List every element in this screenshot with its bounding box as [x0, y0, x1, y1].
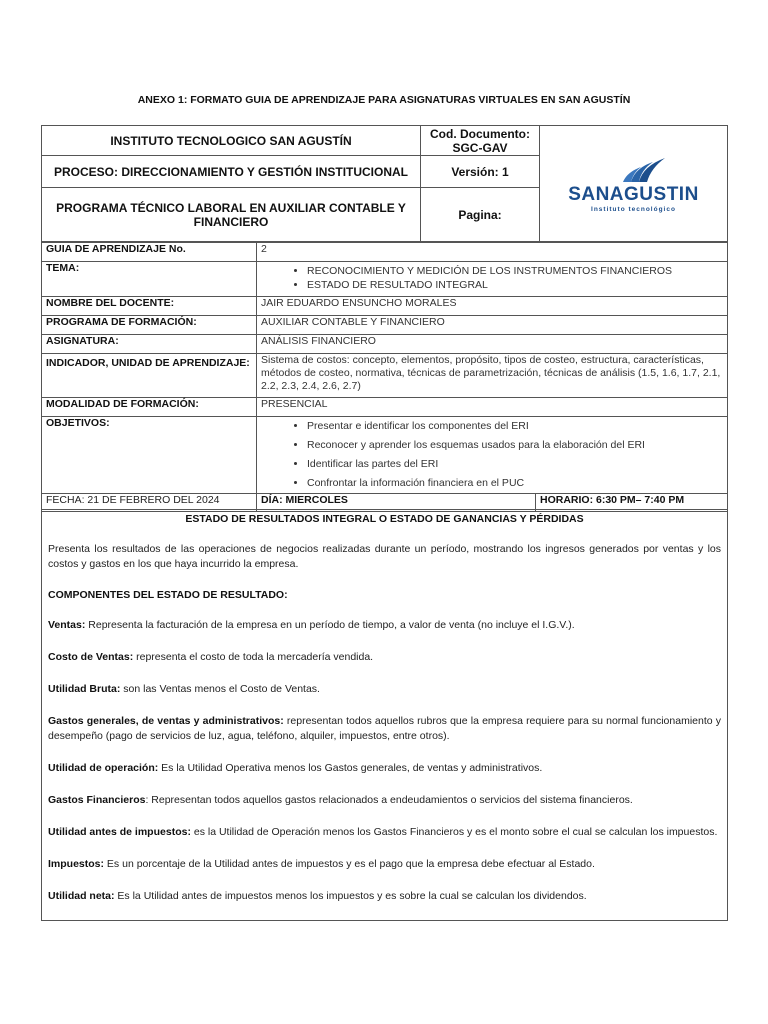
objective-item: • Confrontar la información financiera en el PUC	[307, 474, 723, 493]
objective-item: • Reconocer y aprender los esquemas usados para la elaboración del ERI	[307, 436, 723, 455]
indicator-value: Sistema de costos: concepto, elementos, propósito, tipos de costeo, estructura, características, métodos de costeo, normativa, técnicas de parametrización, técnicas de análisis (1.5, 1.6, 1.7, 2.1, 2.2, 2.3, 2.4, 2.6, 2.7)	[257, 354, 728, 398]
logo	[544, 154, 723, 213]
guide-label: GUIA DE APRENDIZAJE No.	[42, 243, 257, 262]
component-item	[48, 825, 721, 840]
component-text: Es la Utilidad Operativa menos los Gastos generales, de ventas y administrativos.	[158, 762, 543, 774]
component-text: Es la Utilidad antes de impuestos menos los impuestos y es sobre la cual se calculan los dividendos.	[114, 890, 587, 902]
component-text: Es un porcentaje de la Utilidad antes de impuestos y es el pago que la empresa debe efectuar al Estado.	[104, 858, 595, 870]
doc-code: Cod. Documento: SGC-GAV	[421, 126, 540, 156]
subject-value: ANÁLISIS FINANCIERO	[257, 335, 728, 354]
day-field: DÍA: MIERCOLES	[257, 494, 536, 512]
page-label: Pagina:	[421, 188, 540, 242]
program-value: AUXILIAR CONTABLE Y FINANCIERO	[257, 316, 728, 335]
logo-text: SANAGUSTIN	[568, 184, 699, 205]
component-term: Gastos Financieros	[48, 794, 146, 806]
topic-label: TEMA:	[42, 262, 257, 297]
logo-cell	[540, 126, 728, 242]
component-term: Utilidad de operación:	[48, 762, 159, 774]
teacher-label: NOMBRE DEL DOCENTE:	[42, 297, 257, 316]
component-item	[48, 714, 721, 744]
intro-paragraph: Presenta los resultados de las operaciones de negocios realizadas durante un período, mostrando los ingresos generados por ventas y los costos y gastos en los que haya incurrido la empresa.	[48, 543, 721, 570]
component-item	[48, 618, 721, 633]
component-item	[48, 650, 721, 665]
component-text: son las Ventas menos el Costo de Ventas.	[120, 683, 320, 695]
guide-value: 2	[257, 243, 728, 262]
component-term: Utilidad Bruta:	[48, 683, 121, 695]
component-item	[48, 793, 721, 808]
component-item	[48, 889, 721, 904]
component-text: representa el costo de toda la mercadería vendida.	[133, 651, 374, 663]
objectives-list	[261, 417, 723, 493]
header-table	[41, 125, 728, 242]
objective-item: • Identificar las partes del ERI	[307, 455, 723, 474]
version: Versión: 1	[421, 156, 540, 188]
component-term: Utilidad neta:	[48, 890, 115, 902]
topic-item: • RECONOCIMIENTO Y MEDICIÓN DE LOS INSTRUMENTOS FINANCIEROS	[307, 264, 723, 278]
component-term: Impuestos:	[48, 858, 105, 870]
component-term: Gastos generales, de ventas y administrativos:	[48, 715, 284, 727]
program-name: PROGRAMA TÉCNICO LABORAL EN AUXILIAR CONTABLE Y FINANCIERO	[42, 188, 421, 242]
objectives-label: OBJETIVOS:	[42, 417, 257, 494]
program-label: PROGRAMA DE FORMACIÓN:	[42, 316, 257, 335]
annex-title: ANEXO 1: FORMATO GUIA DE APRENDIZAJE PARA ASIGNATURAS VIRTUALES EN SAN AGUSTÍN	[137, 94, 631, 106]
topic-list	[261, 264, 723, 292]
component-text: Representa la facturación de la empresa en un período de tiempo, a valor de venta (no incluye el I.G.V.).	[85, 619, 575, 631]
date-field: FECHA: 21 DE FEBRERO DEL 2024	[42, 494, 257, 512]
modality-value: PRESENCIAL	[257, 398, 728, 417]
teacher-value: JAIR EDUARDO ENSUNCHO MORALES	[257, 297, 728, 316]
section-title: ESTADO DE RESULTADOS INTEGRAL O ESTADO DE GANANCIAS Y PÉRDIDAS	[185, 513, 584, 525]
component-term: Costo de Ventas:	[48, 651, 134, 663]
component-term: Utilidad antes de impuestos:	[48, 826, 191, 838]
topic-item: • ESTADO DE RESULTADO INTEGRAL	[307, 278, 723, 292]
indicator-label: INDICADOR, UNIDAD DE APRENDIZAJE:	[42, 354, 257, 398]
objective-item: • Presentar e identificar los componentes del ERI	[307, 417, 723, 436]
component-text: representan todos aquellos rubros que la empresa requiere para su normal funcionamiento y desempeño (pago de servicios de luz, agua, teléfono, alquiler, impuestos, entre otros).	[48, 715, 721, 742]
component-text: : Representan todos aquellos gastos relacionados a endeudamientos o servicios del sistema financieros.	[145, 794, 633, 806]
component-text: es la Utilidad de Operación menos los Gastos Financieros y es el monto sobre el cual se calculan los impuestos.	[190, 826, 718, 838]
components-title: COMPONENTES DEL ESTADO DE RESULTADO:	[48, 589, 288, 601]
subject-label: ASIGNATURA:	[42, 335, 257, 354]
schedule-field: HORARIO: 6:30 PM– 7:40 PM	[536, 494, 728, 512]
component-term: Ventas:	[48, 619, 86, 631]
component-item	[48, 761, 721, 776]
component-item	[48, 857, 721, 872]
content-section	[41, 509, 728, 921]
component-item	[48, 682, 721, 697]
process-name: PROCESO: DIRECCIONAMIENTO Y GESTIÓN INSTITUCIONAL	[42, 156, 421, 188]
logo-subtitle: Instituto tecnológico	[591, 206, 676, 213]
info-table	[41, 242, 728, 512]
modality-label: MODALIDAD DE FORMACIÓN:	[42, 398, 257, 417]
logo-swoosh-icon	[599, 154, 669, 184]
institution-name: INSTITUTO TECNOLOGICO SAN AGUSTÍN	[42, 126, 421, 156]
